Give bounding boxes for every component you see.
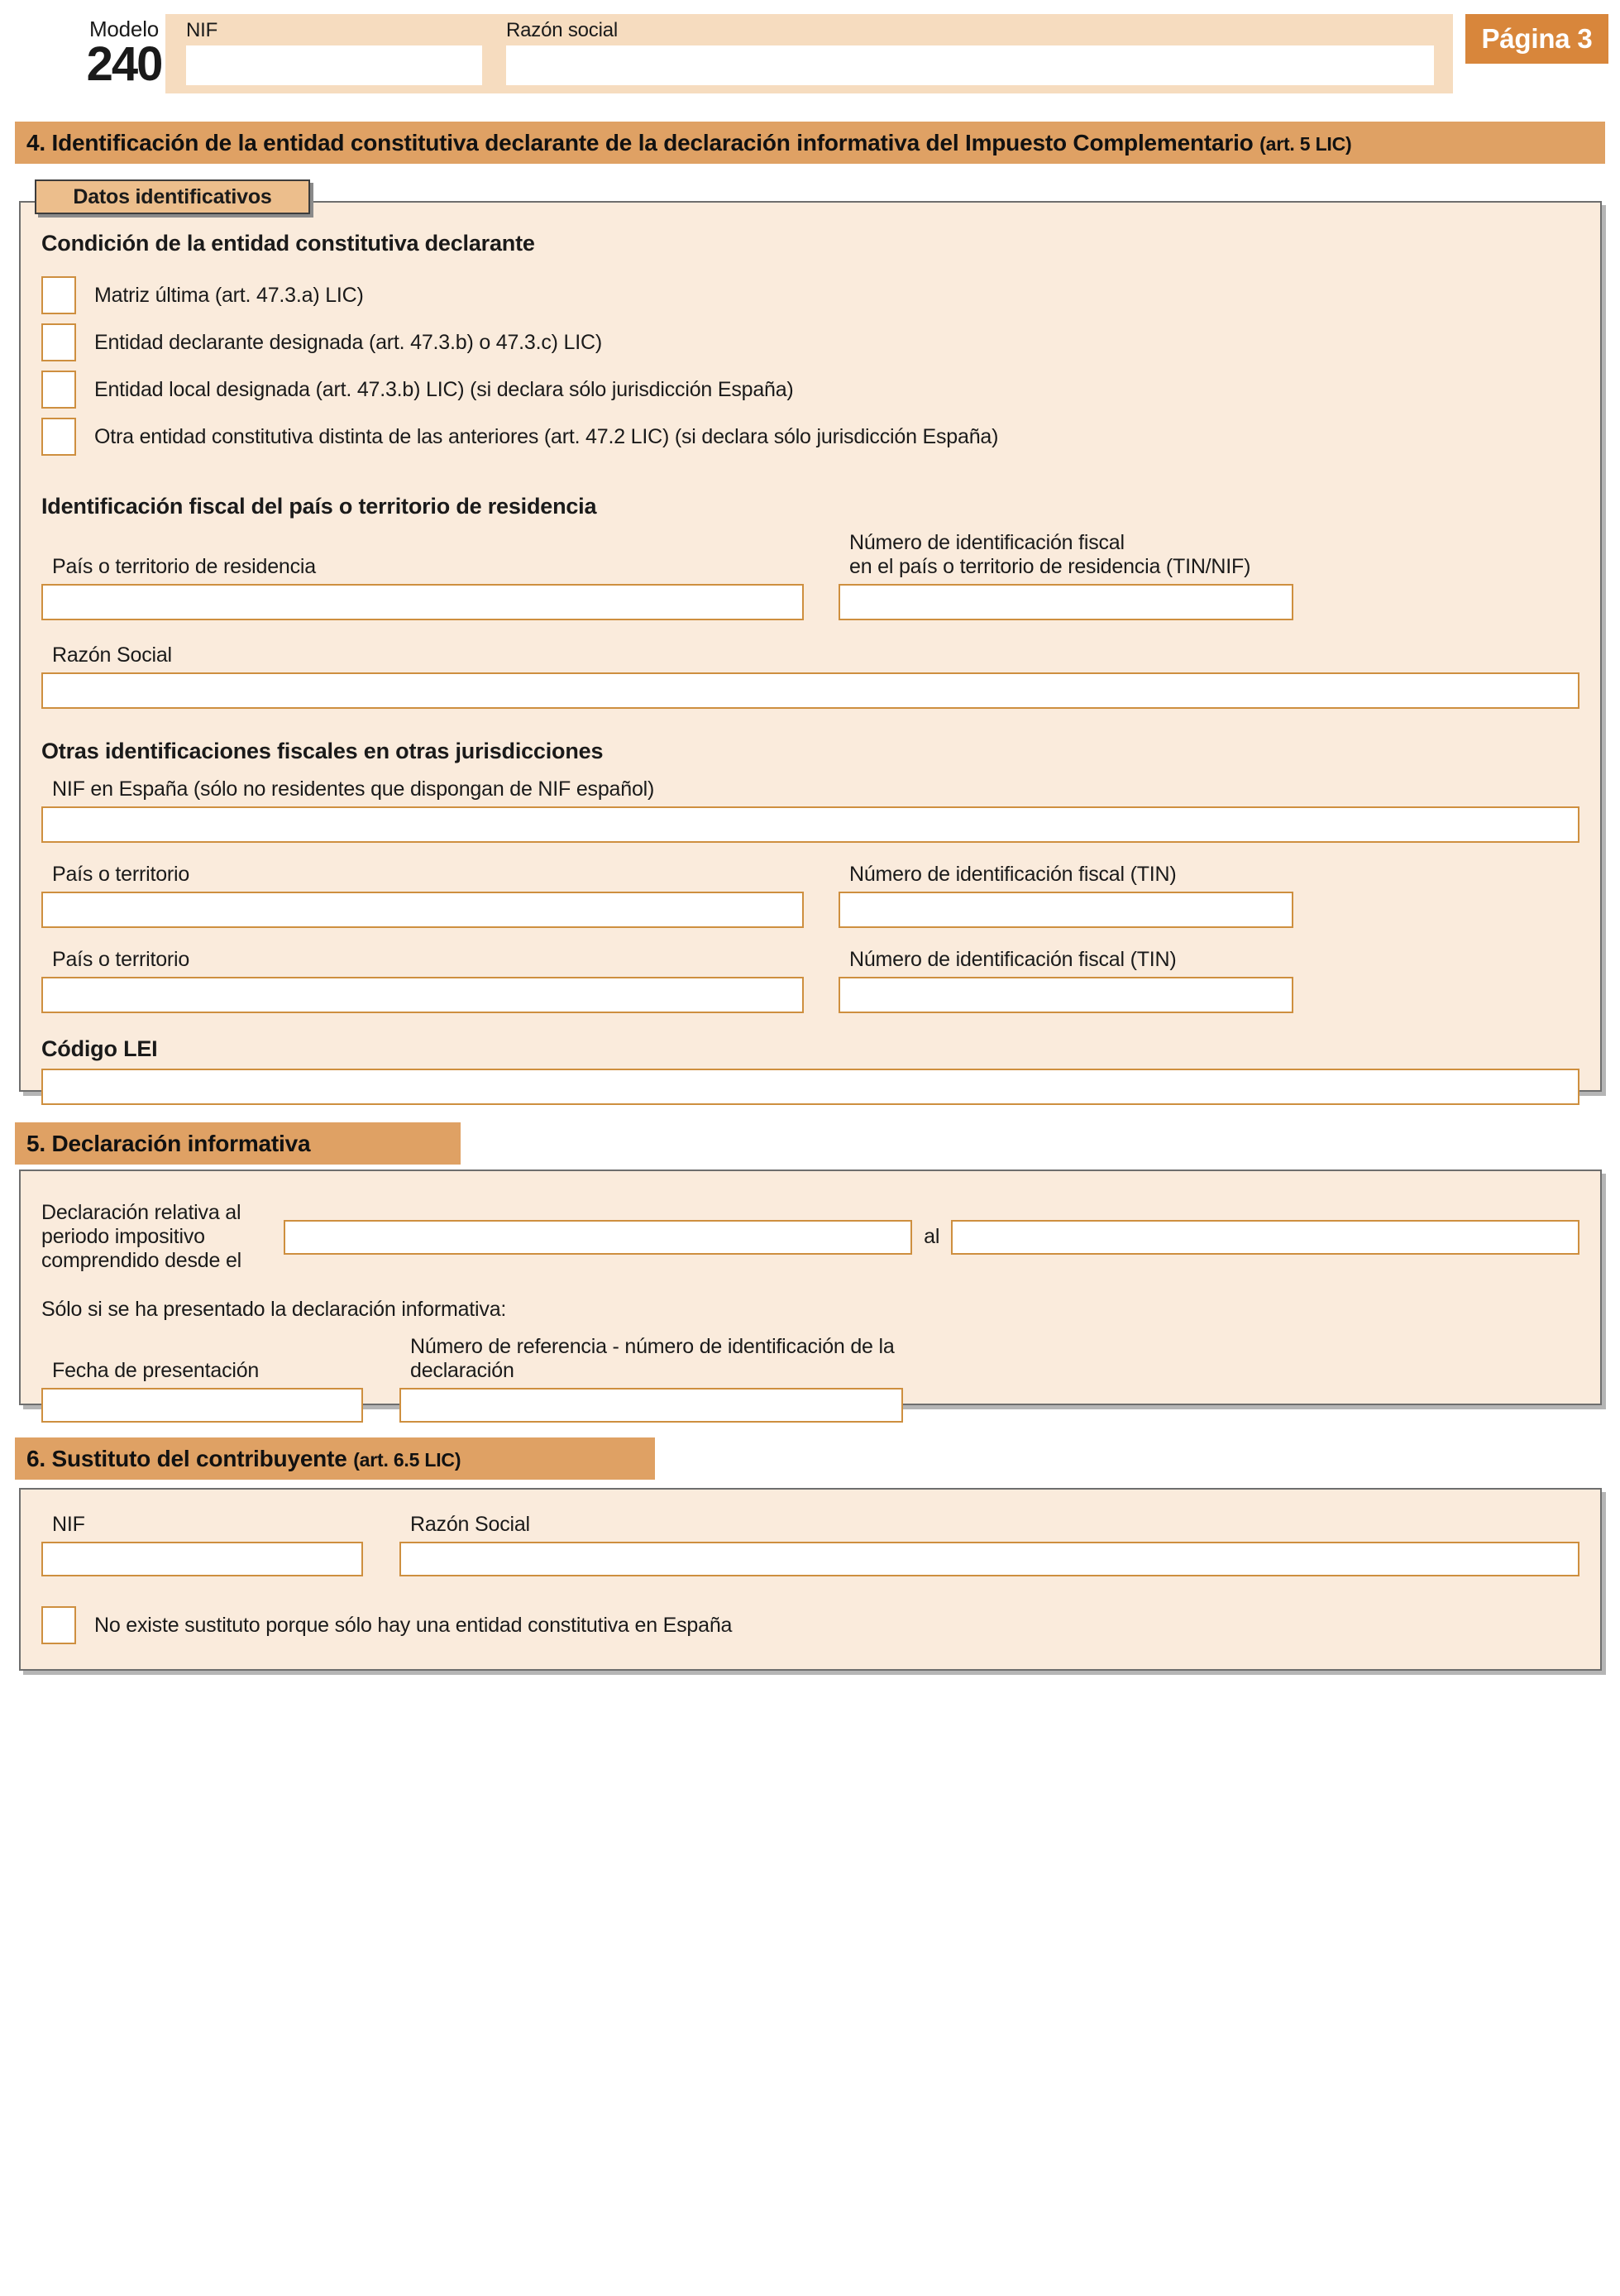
- no-sustituto-row: [41, 1606, 1579, 1644]
- fecha-presentacion-field: [41, 1359, 363, 1423]
- checkbox-label: Matriz última (art. 47.3.a) LIC): [94, 283, 364, 307]
- periodo-al-text: al: [924, 1225, 940, 1248]
- sustituto-nif-field: [41, 1513, 363, 1576]
- pais-territorio-input-2[interactable]: [41, 977, 804, 1013]
- page-badge: Página 3: [1465, 14, 1608, 64]
- pais-territorio-label-2: País o territorio: [52, 948, 190, 971]
- solo-si-text: Sólo si se ha presentado la declaración informativa:: [41, 1298, 507, 1321]
- section6-title: 6. Sustituto del contribuyente: [26, 1446, 347, 1471]
- tab-datos-identificativos[interactable]: Datos identificativos: [35, 179, 310, 214]
- checkbox-entidad-declarante-designada[interactable]: [41, 323, 76, 361]
- tin-input-2[interactable]: [839, 977, 1293, 1013]
- checkbox-label: Entidad declarante designada (art. 47.3.b) o 47.3.c) LIC): [94, 330, 602, 354]
- sustituto-row: [41, 1513, 1579, 1576]
- identificacion-fiscal-heading: Identificación fiscal del país o territorio de residencia: [41, 494, 597, 519]
- header-nif-input[interactable]: [186, 45, 482, 85]
- pais-territorio-field-1: [41, 863, 804, 928]
- fecha-presentacion-label: Fecha de presentación: [52, 1359, 260, 1382]
- numero-referencia-input[interactable]: [399, 1388, 903, 1423]
- section4-header: [15, 122, 1605, 164]
- periodo-prefix-text: Declaración relativa al periodo impositivo comprendido desde el: [41, 1201, 241, 1272]
- pais-territorio-field-2: [41, 948, 804, 1013]
- header-nif-field: [186, 19, 482, 85]
- section6-header: [15, 1437, 655, 1480]
- header-razon-social-input[interactable]: [506, 45, 1434, 85]
- residencia-row: [41, 531, 1579, 620]
- presentacion-row: [41, 1335, 1579, 1423]
- section6-panel: [19, 1488, 1602, 1671]
- checkbox-matriz-ultima[interactable]: [41, 276, 76, 314]
- no-sustituto-label: No existe sustituto porque sólo hay una entidad constitutiva en España: [94, 1613, 733, 1637]
- sustituto-nif-input[interactable]: [41, 1542, 363, 1576]
- checkbox-no-existe-sustituto[interactable]: [41, 1606, 76, 1644]
- tin-residencia-label-line2: en el país o territorio de residencia (TIN/NIF): [849, 555, 1251, 578]
- tin-label-1: Número de identificación fiscal (TIN): [849, 863, 1177, 886]
- fecha-presentacion-input[interactable]: [41, 1388, 363, 1423]
- header-razon-social-field: [506, 19, 1434, 85]
- sustituto-razon-social-label: Razón Social: [410, 1513, 530, 1536]
- checkbox-entidad-local-designada[interactable]: [41, 371, 76, 409]
- periodo-desde-input[interactable]: [284, 1220, 912, 1255]
- condicion-option-row: [41, 371, 1579, 409]
- tin-residencia-input[interactable]: [839, 584, 1293, 620]
- periodo-hasta-input[interactable]: [951, 1220, 1579, 1255]
- header-razon-social-label: Razón social: [506, 19, 619, 41]
- pais-residencia-field: [41, 555, 804, 620]
- tin-field-2: [839, 948, 1293, 1013]
- section5-panel: [19, 1170, 1602, 1405]
- header-bar: [165, 14, 1453, 93]
- checkbox-label: Entidad local designada (art. 47.3.b) LIC) (si declara sólo jurisdicción España): [94, 377, 794, 401]
- codigo-lei-input[interactable]: [41, 1069, 1579, 1105]
- otras-identificaciones-heading: Otras identificaciones fiscales en otras jurisdicciones: [41, 739, 604, 763]
- nif-espana-input[interactable]: [41, 806, 1579, 843]
- modelo-number: 240: [86, 37, 162, 91]
- condicion-option-row: [41, 418, 1579, 456]
- razon-social-label: Razón Social: [52, 643, 172, 667]
- modelo-label: Modelo: [88, 17, 160, 41]
- condicion-option-row: [41, 276, 1579, 314]
- otras-jurisdicciones-row-2: [41, 948, 1579, 1013]
- checkbox-label: Otra entidad constitutiva distinta de las anteriores (art. 47.2 LIC) (si declara sólo jurisdicción España): [94, 424, 999, 448]
- section4-title-suffix: (art. 5 LIC): [1259, 133, 1352, 155]
- tin-residencia-label-line1: Número de identificación fiscal: [849, 531, 1125, 554]
- pais-residencia-input[interactable]: [41, 584, 804, 620]
- nif-espana-label: NIF en España (sólo no residentes que dispongan de NIF español): [52, 777, 655, 801]
- section4-title: 4. Identificación de la entidad constitutiva declarante de la declaración informativa del Impuesto Complementario: [26, 130, 1254, 155]
- tin-field-1: [839, 863, 1293, 928]
- codigo-lei-heading: Código LEI: [41, 1036, 158, 1061]
- tin-label-2: Número de identificación fiscal (TIN): [849, 948, 1177, 971]
- tin-residencia-field: [839, 531, 1293, 620]
- pais-territorio-input-1[interactable]: [41, 892, 804, 928]
- otras-jurisdicciones-row-1: [41, 863, 1579, 928]
- section4-panel: [19, 201, 1602, 1092]
- numero-referencia-field: [399, 1335, 903, 1423]
- pais-residencia-label: País o territorio de residencia: [52, 555, 316, 578]
- section5-title: 5. Declaración informativa: [26, 1131, 311, 1156]
- sustituto-razon-social-field: [399, 1513, 1579, 1576]
- condicion-heading: Condición de la entidad constitutiva declarante: [41, 231, 535, 256]
- condicion-option-row: [41, 323, 1579, 361]
- pais-territorio-label-1: País o territorio: [52, 863, 190, 886]
- header-nif-label: NIF: [186, 19, 218, 41]
- numero-referencia-label: Número de referencia - número de identificación de la declaración: [410, 1335, 895, 1382]
- periodo-row: [41, 1201, 1579, 1273]
- sustituto-razon-social-input[interactable]: [399, 1542, 1579, 1576]
- section5-header: [15, 1122, 461, 1165]
- sustituto-nif-label: NIF: [52, 1513, 85, 1536]
- checkbox-otra-entidad-constitutiva[interactable]: [41, 418, 76, 456]
- section6-title-suffix: (art. 6.5 LIC): [353, 1449, 461, 1471]
- razon-social-input[interactable]: [41, 672, 1579, 709]
- tin-input-1[interactable]: [839, 892, 1293, 928]
